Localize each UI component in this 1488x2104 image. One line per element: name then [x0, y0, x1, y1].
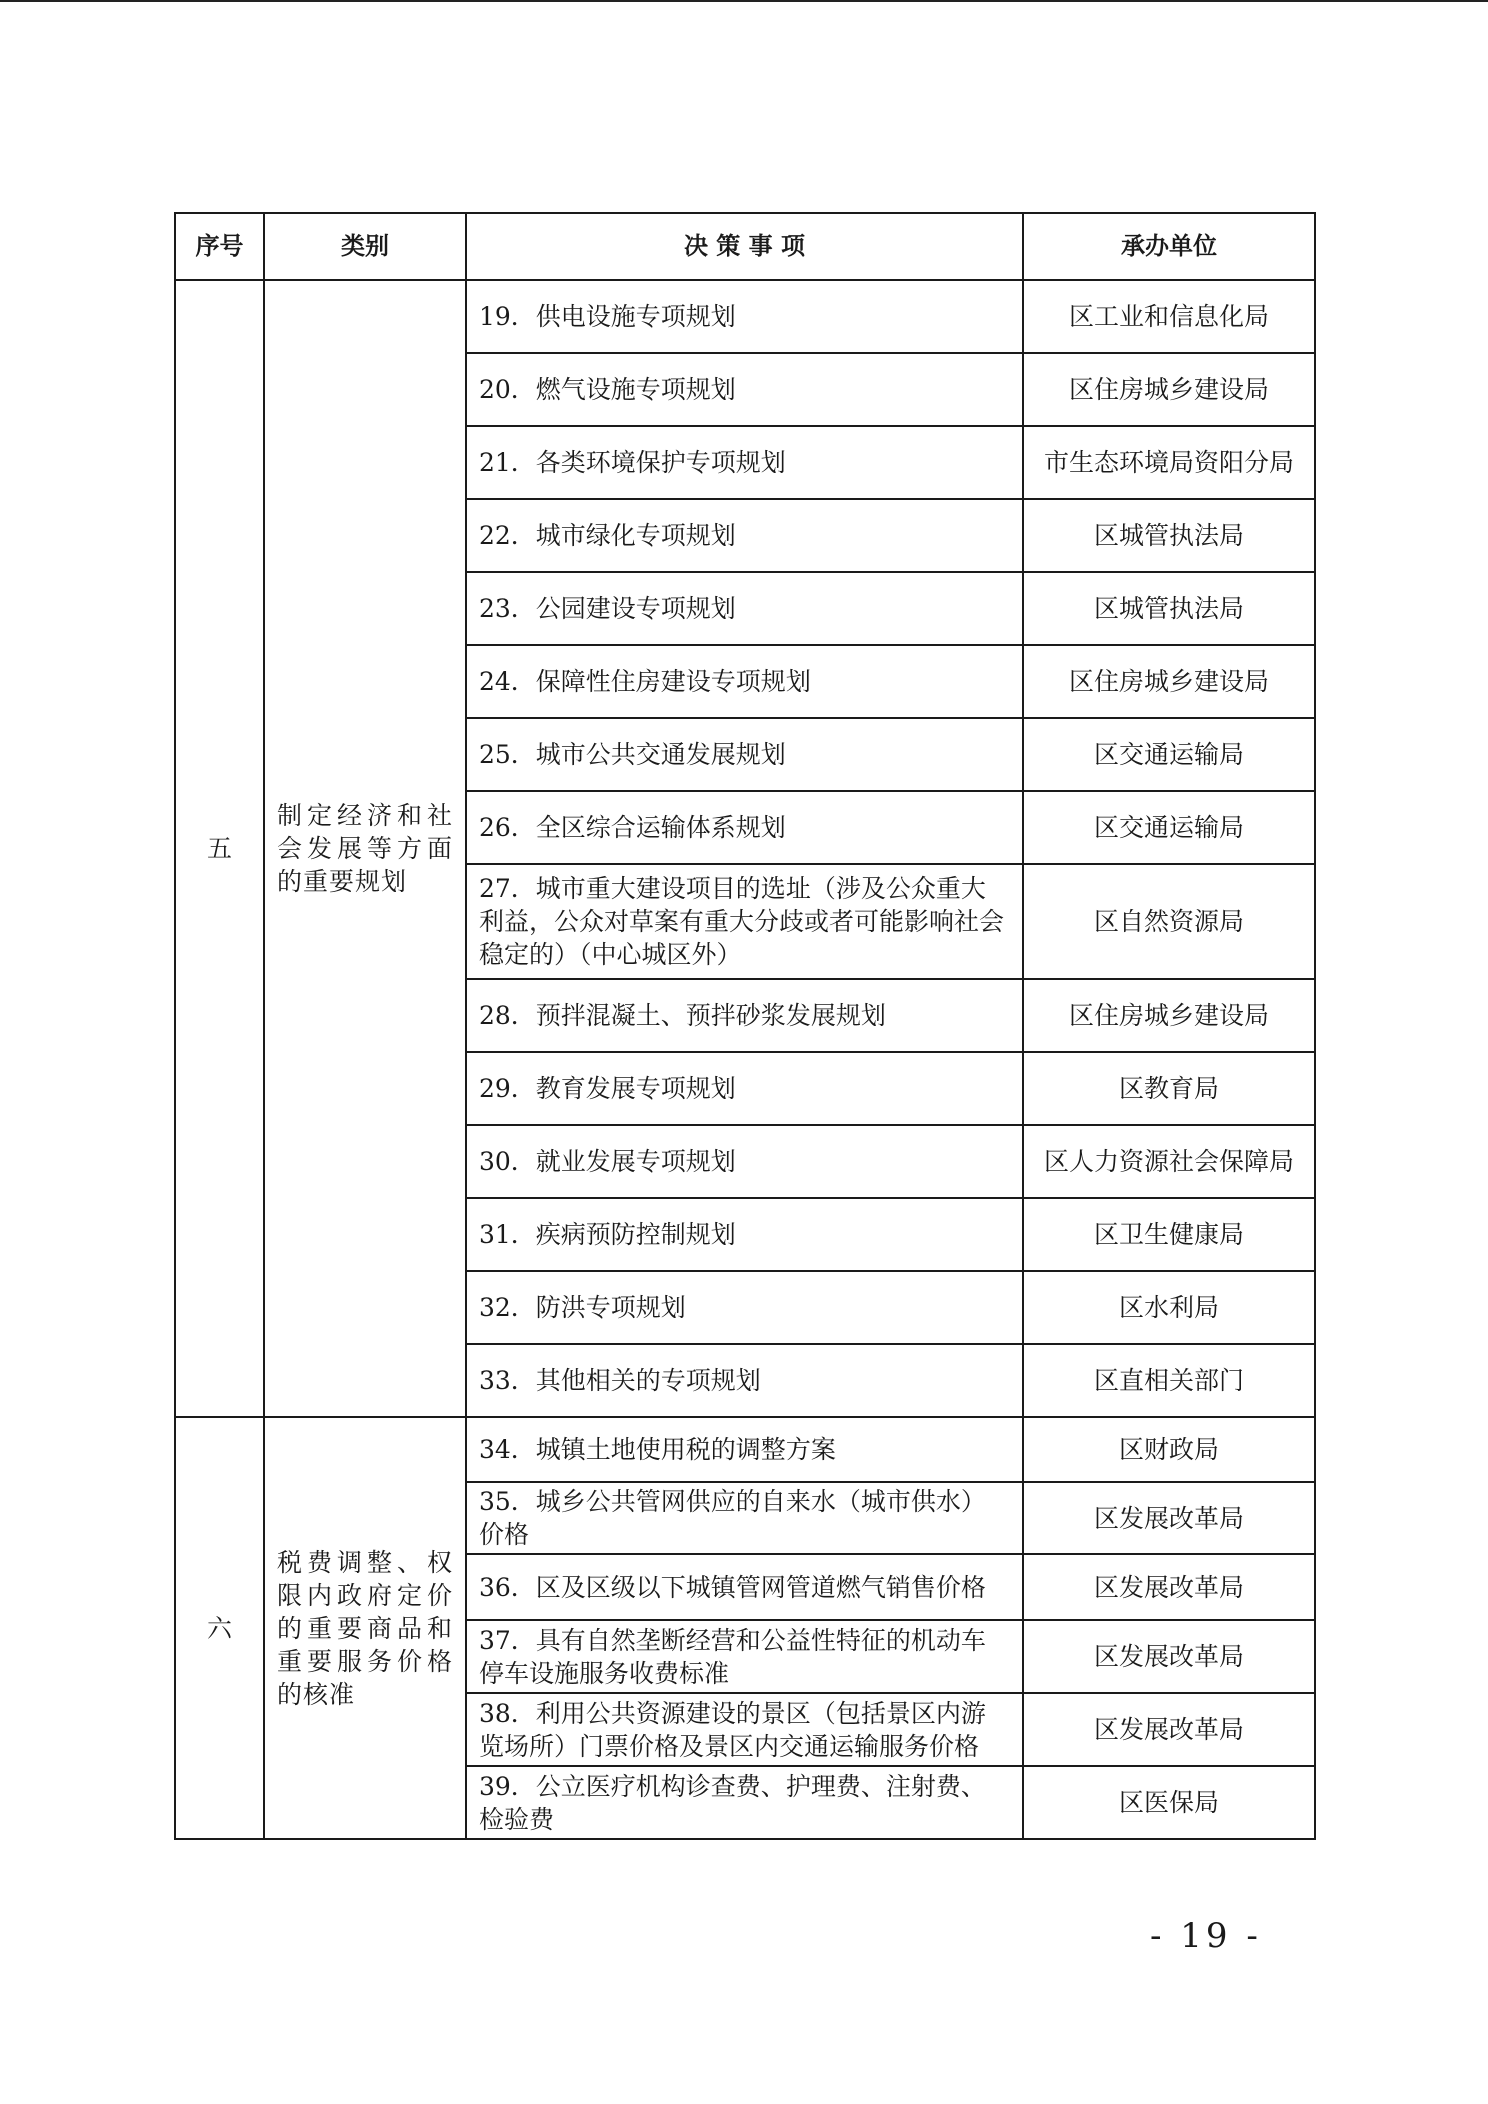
responsible-unit: 区住房城乡建设局	[1023, 645, 1315, 718]
header-category: 类别	[264, 213, 466, 280]
decision-item: 27．城市重大建设项目的选址（涉及公众重大利益，公众对草案有重大分歧或者可能影响社会稳定的）（中心城区外）	[466, 864, 1023, 979]
responsible-unit: 区医保局	[1023, 1766, 1315, 1839]
responsible-unit: 区发展改革局	[1023, 1693, 1315, 1766]
responsible-unit: 区工业和信息化局	[1023, 280, 1315, 353]
responsible-unit: 区城管执法局	[1023, 499, 1315, 572]
responsible-unit: 区直相关部门	[1023, 1344, 1315, 1417]
responsible-unit: 区发展改革局	[1023, 1554, 1315, 1620]
decision-item: 26．全区综合运输体系规划	[466, 791, 1023, 864]
decision-item: 38．利用公共资源建设的景区（包括景区内游览场所）门票价格及景区内交通运输服务价格	[466, 1693, 1023, 1766]
decision-item: 36．区及区级以下城镇管网管道燃气销售价格	[466, 1554, 1023, 1620]
header-seq: 序号	[175, 213, 264, 280]
page-number: - 19 -	[1150, 1916, 1262, 1956]
responsible-unit: 区自然资源局	[1023, 864, 1315, 979]
decision-item: 22．城市绿化专项规划	[466, 499, 1023, 572]
table-row	[175, 1417, 1315, 1482]
table-header-row	[175, 213, 1315, 280]
group-category: 制定经济和社会发展等方面的重要规划	[264, 280, 466, 1417]
decision-item: 35．城乡公共管网供应的自来水（城市供水）价格	[466, 1482, 1023, 1554]
responsible-unit: 区卫生健康局	[1023, 1198, 1315, 1271]
responsible-unit: 区发展改革局	[1023, 1482, 1315, 1554]
decision-items-table	[174, 212, 1316, 1840]
decision-item: 30．就业发展专项规划	[466, 1125, 1023, 1198]
group-category: 税费调整、权限内政府定价的重要商品和重要服务价格的核准	[264, 1417, 466, 1839]
group-seq: 五	[175, 280, 264, 1417]
decision-item: 28．预拌混凝土、预拌砂浆发展规划	[466, 979, 1023, 1052]
group-seq: 六	[175, 1417, 264, 1839]
header-decision-item: 决 策 事 项	[466, 213, 1023, 280]
decision-item: 29．教育发展专项规划	[466, 1052, 1023, 1125]
responsible-unit: 市生态环境局资阳分局	[1023, 426, 1315, 499]
decision-item: 34．城镇土地使用税的调整方案	[466, 1417, 1023, 1482]
decision-item: 25．城市公共交通发展规划	[466, 718, 1023, 791]
responsible-unit: 区教育局	[1023, 1052, 1315, 1125]
responsible-unit: 区城管执法局	[1023, 572, 1315, 645]
decision-item: 21．各类环境保护专项规划	[466, 426, 1023, 499]
responsible-unit: 区财政局	[1023, 1417, 1315, 1482]
header-unit: 承办单位	[1023, 213, 1315, 280]
decision-item: 37．具有自然垄断经营和公益性特征的机动车停车设施服务收费标准	[466, 1620, 1023, 1693]
responsible-unit: 区住房城乡建设局	[1023, 979, 1315, 1052]
decision-item: 19．供电设施专项规划	[466, 280, 1023, 353]
responsible-unit: 区住房城乡建设局	[1023, 353, 1315, 426]
decision-item: 33．其他相关的专项规划	[466, 1344, 1023, 1417]
decision-item: 24．保障性住房建设专项规划	[466, 645, 1023, 718]
decision-item: 31．疾病预防控制规划	[466, 1198, 1023, 1271]
page-top-border	[0, 0, 1488, 2]
responsible-unit: 区发展改革局	[1023, 1620, 1315, 1693]
decision-item: 20．燃气设施专项规划	[466, 353, 1023, 426]
responsible-unit: 区交通运输局	[1023, 718, 1315, 791]
responsible-unit: 区水利局	[1023, 1271, 1315, 1344]
decision-item: 23．公园建设专项规划	[466, 572, 1023, 645]
responsible-unit: 区人力资源社会保障局	[1023, 1125, 1315, 1198]
decision-item: 32．防洪专项规划	[466, 1271, 1023, 1344]
responsible-unit: 区交通运输局	[1023, 791, 1315, 864]
decision-item: 39．公立医疗机构诊查费、护理费、注射费、检验费	[466, 1766, 1023, 1839]
table-row	[175, 280, 1315, 353]
